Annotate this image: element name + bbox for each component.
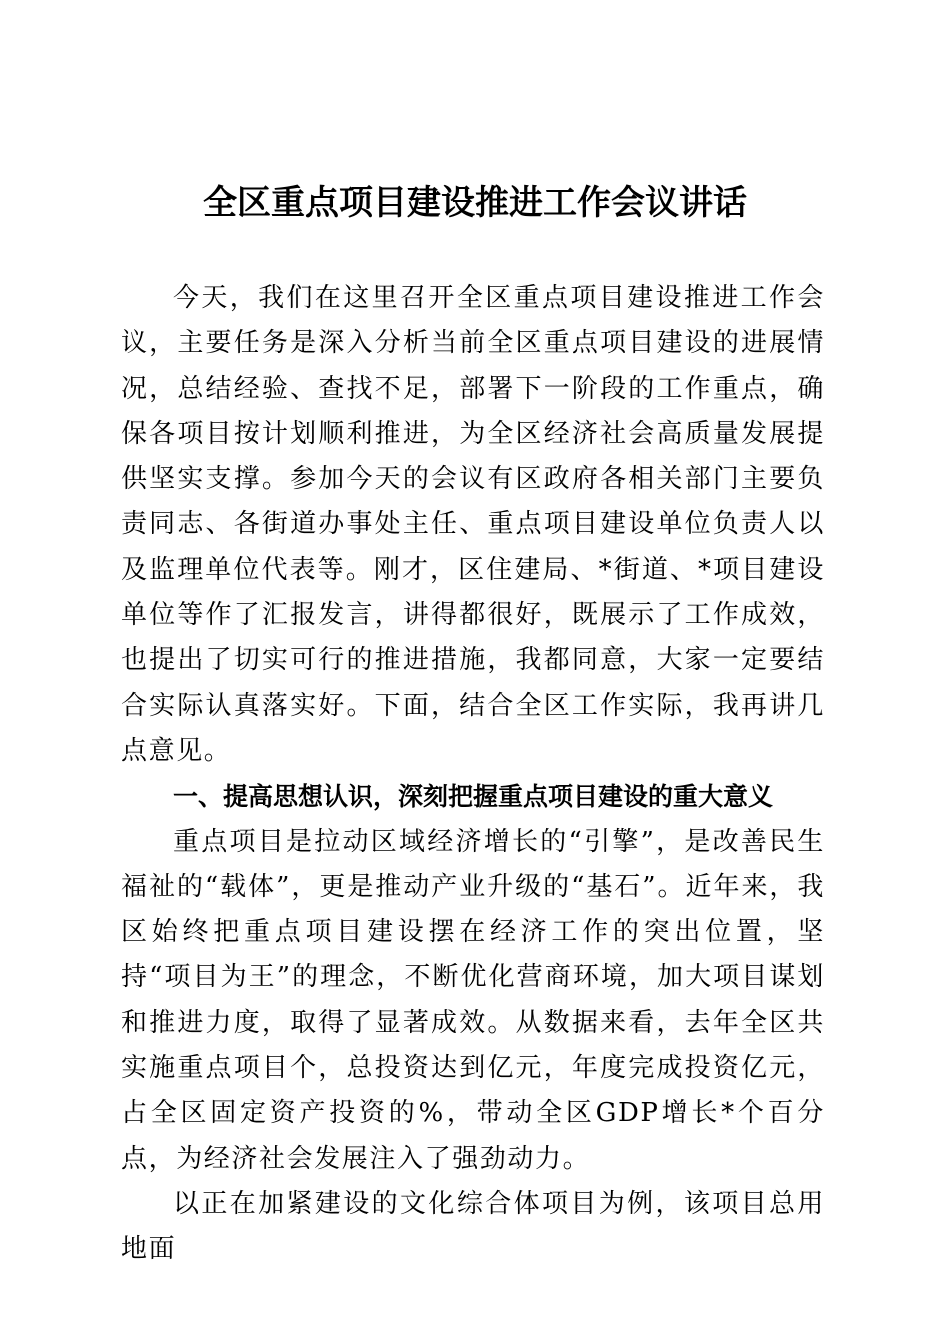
page-title: 全区重点项目建设推进工作会议讲话: [203, 183, 747, 223]
opening-paragraph: 今天，我们在这里召开全区重点项目建设推进工作会议，主要任务是深入分析当前全区重点项目建设的进展情况，总结经验、查找不足，部署下一阶段的工作重点，确保各项目按计划顺利推进，为全区经济社会高质量发展提供坚实支撑。参加今天的会议有区政府各相关部门主要负责同志、各街道办事处主任、重点项目建设单位负责人以及监理单位代表等。刚才，区住建局、*街道、*项目建设单位等作了汇报发言，讲得都很好，既展示了工作成效，也提出了切实可行的推进措施，我都同意，大家一定要结合实际认真落实好。下面，结合全区工作实际，我再讲几点意见。: [121, 283, 825, 766]
section-1-paragraph-2: 以正在加紧建设的文化综合体项目为例，该项目总用地面: [121, 1188, 825, 1265]
document-body: [121, 276, 825, 1273]
section-1-paragraph-1: 重点项目是拉动区域经济增长的“引擎”，是改善民生福祉的“载体”，更是推动产业升级的“基石”。近年来，我区始终把重点项目建设摆在经济工作的突出位置，坚持“项目为王”的理念，不断优化营商环境，加大项目谋划和推进力度，取得了显著成效。从数据来看，去年全区共实施重点项目个，总投资达到亿元，年度完成投资亿元，占全区固定资产投资的%，带动全区GDP增长*个百分点，为经济社会发展注入了强劲动力。: [121, 826, 825, 1174]
section-heading-1: 一、提高思想认识，深刻把握重点项目建设的重大意义: [173, 782, 774, 812]
